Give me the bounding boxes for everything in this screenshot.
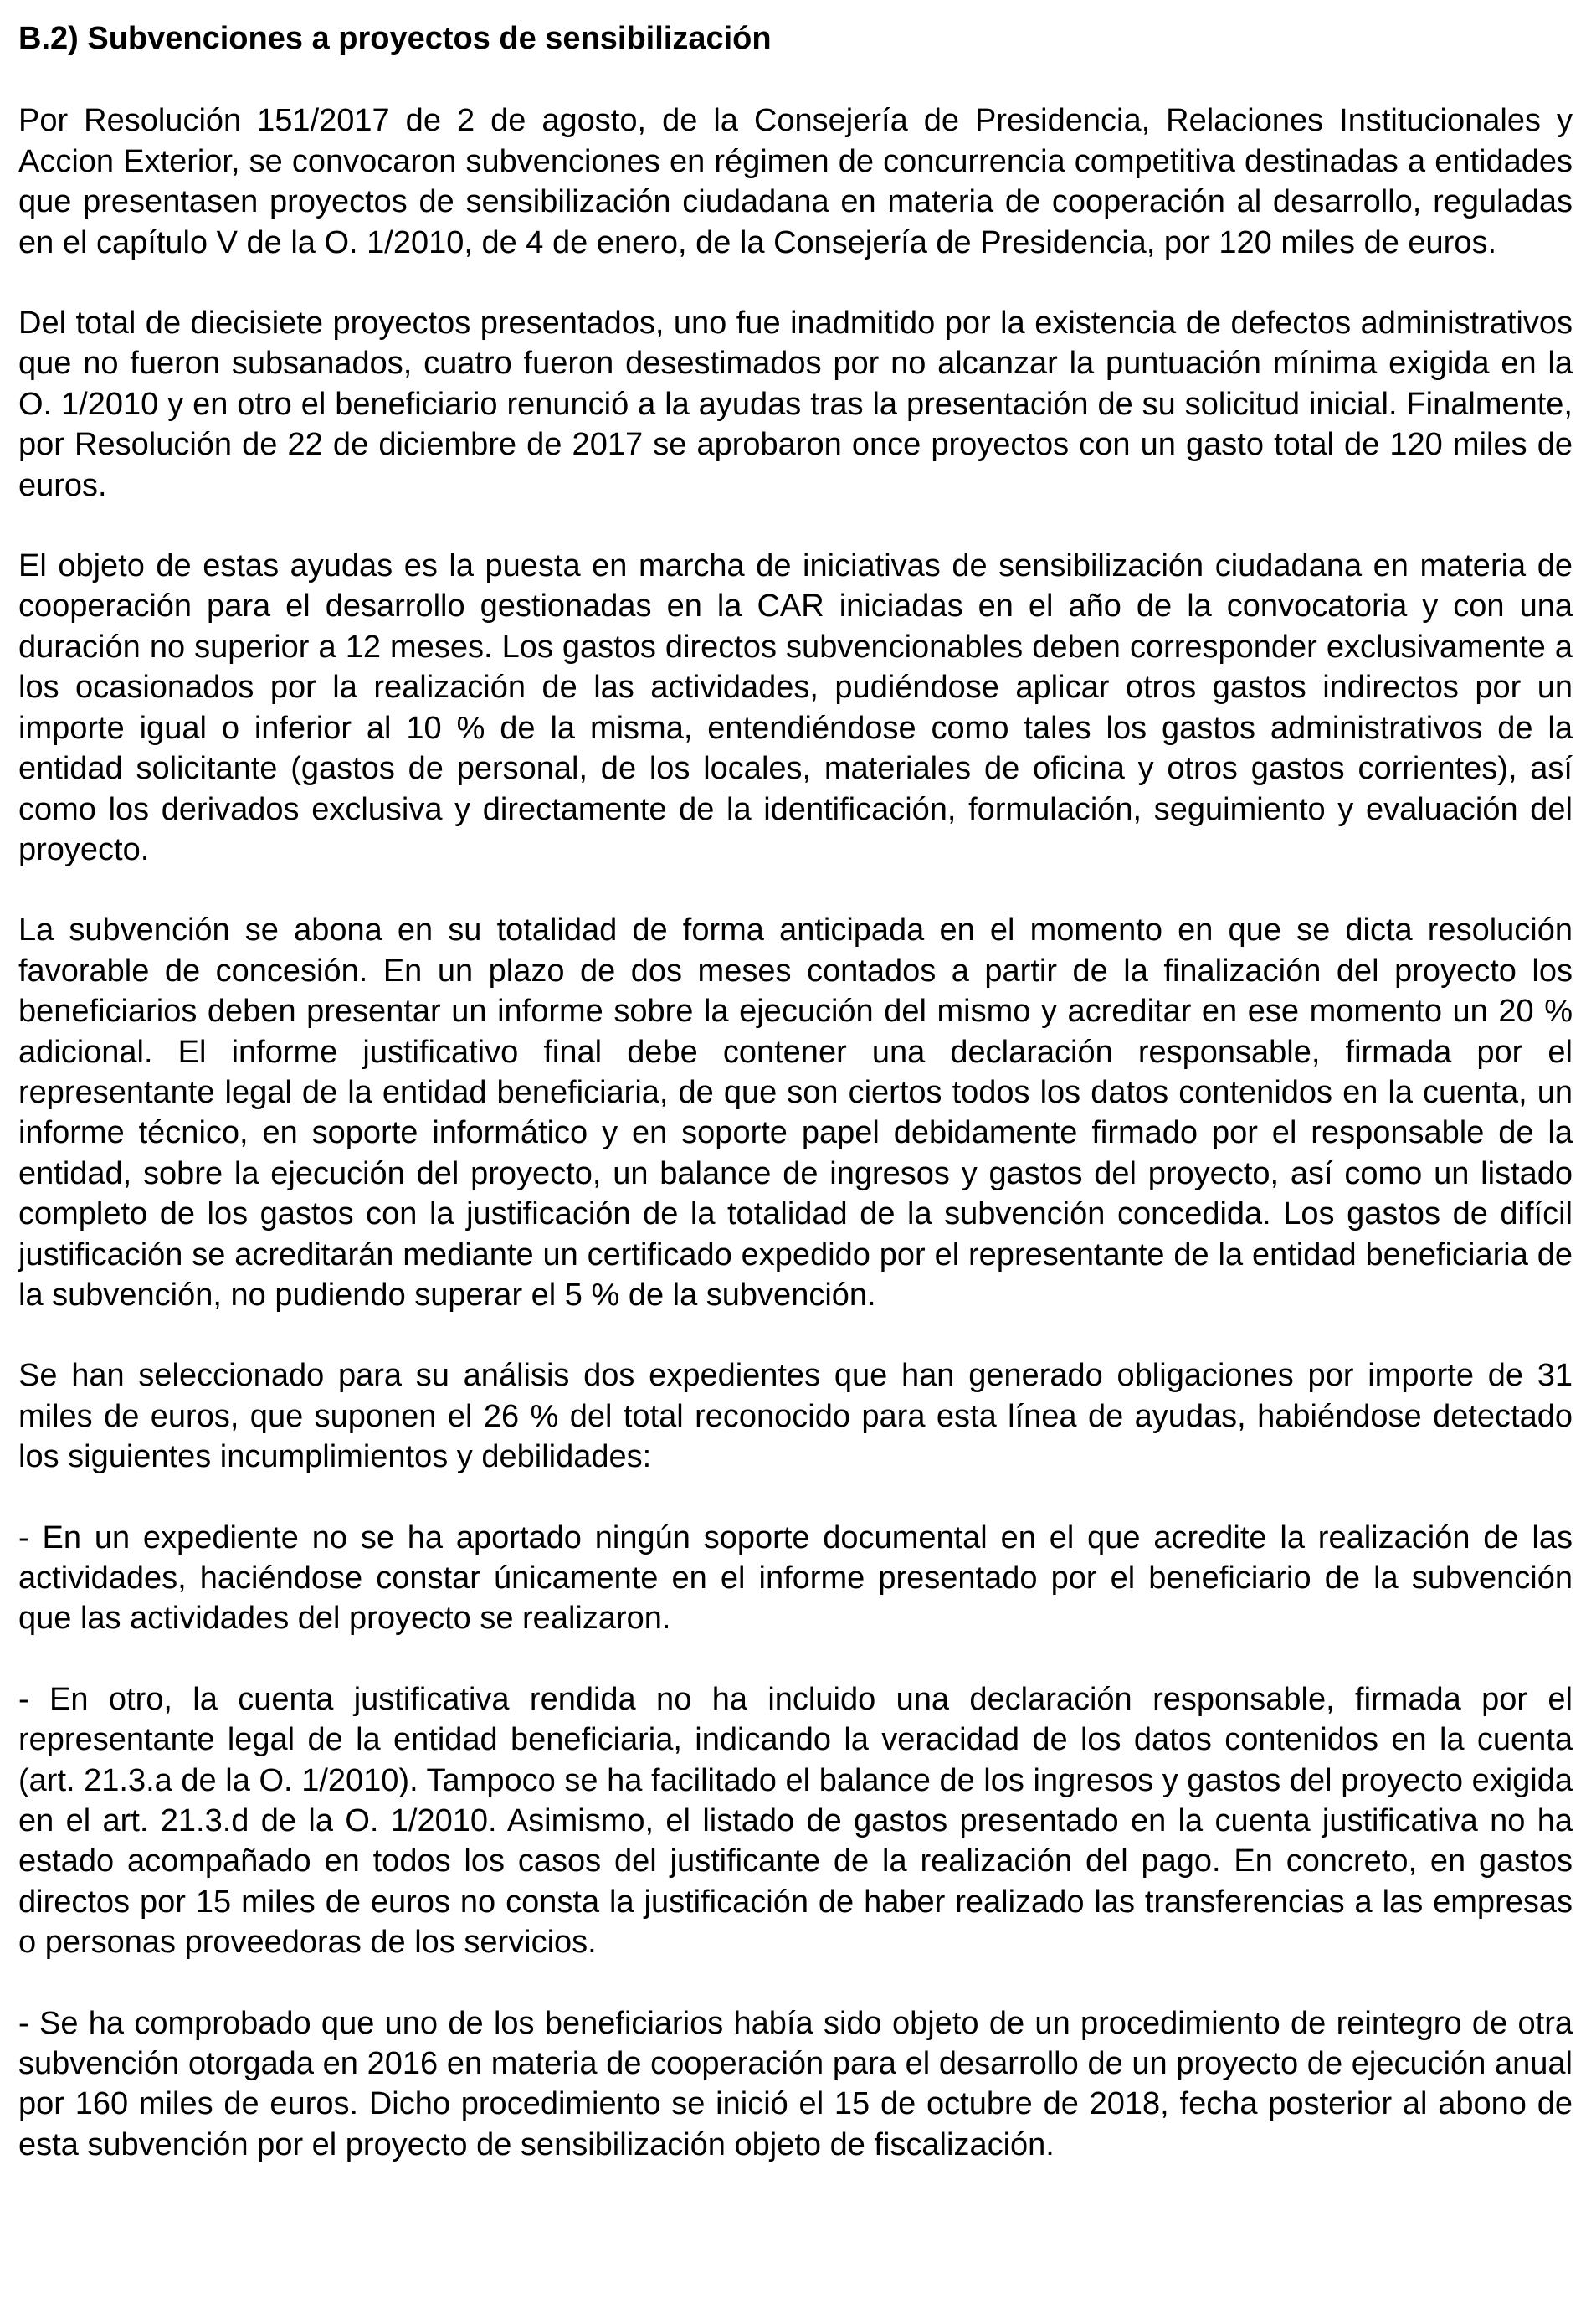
paragraph-incumplimiento-3: - Se ha comprobado que uno de los beneficiarios había sido objeto de un procedimiento de reintegro de otra subvención otorgada en 2016 en materia de cooperación para el desarrollo de un proyecto de ejecución anual por 160 miles de euros. Dicho procedimiento se inició el 15 de octubre de 2018, fecha posterior al abono de esta subvención por el proyecto de sensibilización objeto de fiscalización. [18, 2005, 1573, 2162]
paragraph-proyectos-presentados: Del total de diecisiete proyectos presentados, uno fue inadmitido por la existencia de defectos administrativos que no fueron subsanados, cuatro fueron desestimados por no alcanzar la puntuación mínima exigida en la O. 1/2010 y en otro el beneficiario renunció a la ayudas tras la presentación de su solicitud inicial. Finalmente, por Resolución de 22 de diciembre de 2017 se aprobaron once proyectos con un gasto total de 120 miles de euros. [18, 306, 1573, 503]
paragraph-abono-subvencion: La subvención se abona en su totalidad de forma anticipada en el momento en que se dicta resolución favorable de concesión. En un plazo de dos meses contados a partir de la finalización del proyecto los beneficiarios deben presentar un informe sobre la ejecución del mismo y acreditar en ese momento un 20 % adicional. El informe justificativo final debe contener una declaración responsable, firmada por el representante legal de la entidad beneficiaria, de que son ciertos todos los datos contenidos en la cuenta, un informe técnico, en soporte informático y en soporte papel debidamente firmado por el responsable de la entidad, sobre la ejecución del proyecto, un balance de ingresos y gastos del proyecto, así como un listado completo de los gastos con la justificación de la totalidad de la subvención concedida. Los gastos de difícil justificación se acreditarán mediante un certificado expedido por el representante de la entidad beneficiaria de la subvención, no pudiendo superar el 5 % de la subvención. [18, 913, 1573, 1313]
paragraph-incumplimiento-1: - En un expediente no se ha aportado ningún soporte documental en el que acredite la realización de las actividades, haciéndose constar únicamente en el informe presentado por el beneficiario de la subvención que las actividades del proyecto se realizaron. [18, 1519, 1573, 1637]
paragraph-convocatoria: Por Resolución 151/2017 de 2 de agosto, de la Consejería de Presidencia, Relaciones Institucionales y Accion Exterior, se convocaron subvenciones en régimen de concurrencia competitiva destinadas a entidades que presentasen proyectos de sensibilización ciudadana en materia de cooperación al desarrollo, reguladas en el capítulo V de la O. 1/2010, de 4 de enero, de la Consejería de Presidencia, por 120 miles de euros. [18, 103, 1573, 260]
paragraph-objeto-ayudas: El objeto de estas ayudas es la puesta en marcha de iniciativas de sensibilización ciudadana en materia de cooperación para el desarrollo gestionadas en la CAR iniciadas en el año de la convocatoria y con una duración no superior a 12 meses. Los gastos directos subvencionables deben corresponder exclusivamente a los ocasionados por la realización de las actividades, pudiéndose aplicar otros gastos indirectos por un importe igual o inferior al 10 % de la misma, entendiéndose como tales los gastos administrativos de la entidad solicitante (gastos de personal, de los locales, materiales de oficina y otros gastos corrientes), así como los derivados exclusiva y directamente de la identificación, formulación, seguimiento y evaluación del proyecto. [18, 548, 1573, 867]
document-page [18, 18, 1573, 2165]
paragraph-incumplimiento-2: - En otro, la cuenta justificativa rendida no ha incluido una declaración responsable, firmada por el representante legal de la entidad beneficiaria, indicando la veracidad de los datos contenidos en la cuenta (art. 21.3.a de la O. 1/2010). Tampoco se ha facilitado el balance de los ingresos y gastos del proyecto exigida en el art. 21.3.d de la O. 1/2010. Asimismo, el listado de gastos presentado en la cuenta justificativa no ha estado acompañado en todos los casos del justificante de la realización del pago. En concreto, en gastos directos por 15 miles de euros no consta la justificación de haber realizado las transferencias a las empresas o personas proveedoras de los servicios. [18, 1681, 1573, 1961]
section-heading: B.2) Subvenciones a proyectos de sensibilización [18, 21, 772, 56]
paragraph-expedientes-seleccionados: Se han seleccionado para su análisis dos expedientes que han generado obligaciones por importe de 31 miles de euros, que suponen el 26 % del total reconocido para esta línea de ayudas, habiéndose detectado los siguientes incumplimientos y debilidades: [18, 1358, 1573, 1475]
